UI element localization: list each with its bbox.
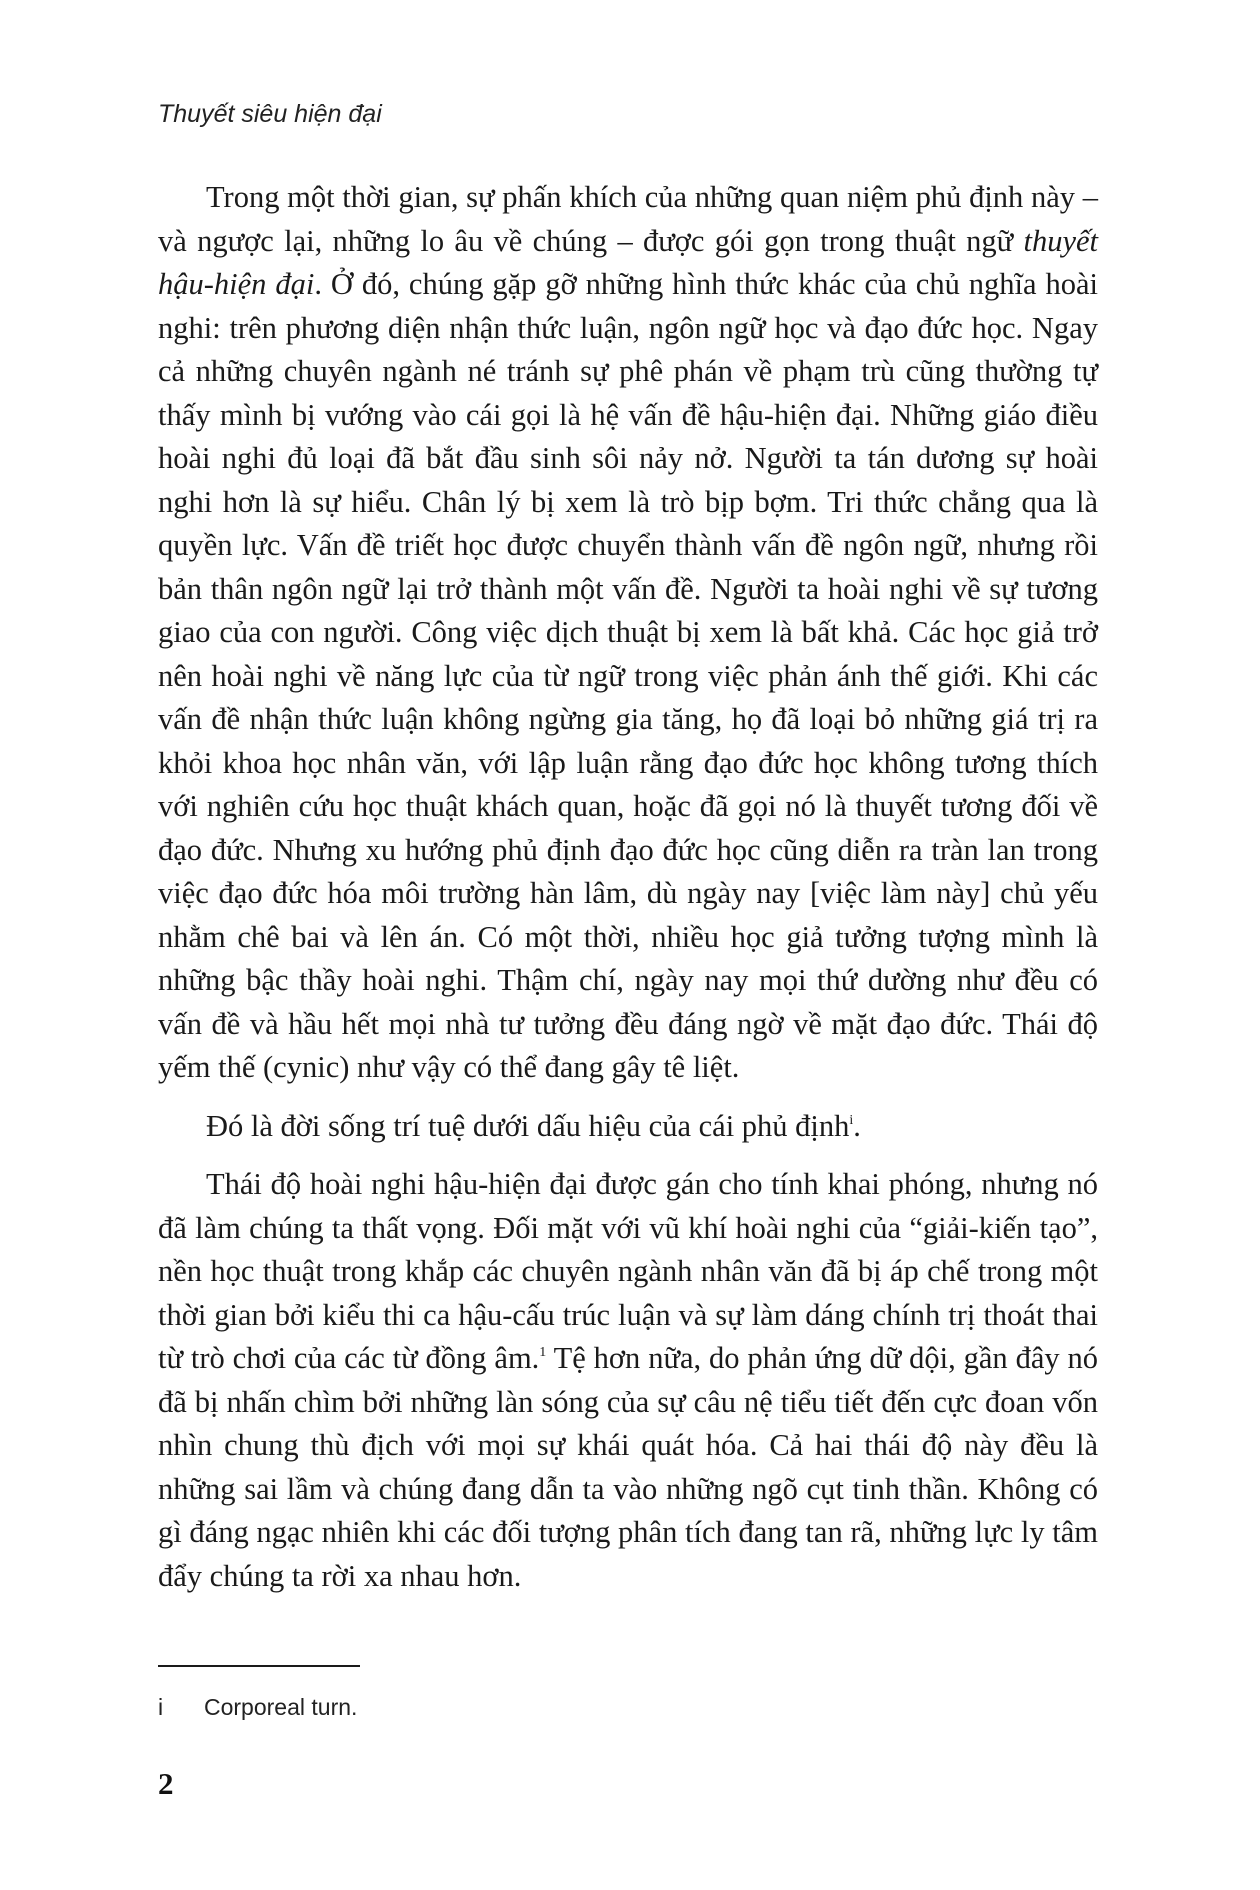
footnote-mark: i (158, 1694, 164, 1720)
footnote-ref-i: i (849, 1112, 854, 1128)
footnote (158, 1694, 357, 1721)
paragraph-3-text-b: Tệ hơn nữa, do phản ứng dữ dội, gần đây nó đã bị nhấn chìm bởi những làn sóng của sự câu nệ tiểu tiết đến cực đoan vốn nhìn chung thù địch với mọi sự khái quát hóa. Cả hai thái độ này đều là những sai lầm và chúng đang dẫn ta vào những ngõ cụt tinh thần. Không có gì đáng ngạc nhiên khi các đối tượng phân tích đang tan rã, những lực ly tâm đẩy chúng ta rời xa nhau hơn. (158, 1341, 1098, 1593)
paragraph-2-text: Đó là đời sống trí tuệ dưới dấu hiệu của cái phủ định (206, 1108, 850, 1143)
endnote-ref-1: 1 (539, 1345, 547, 1360)
footnote-text: Corporeal turn. (204, 1694, 358, 1720)
paragraph-1-text-a: Trong một thời gian, sự phấn khích của những quan niệm phủ định này – và ngược lại, những lo âu về chúng – được gói gọn trong thuật ngữ (158, 180, 1098, 258)
paragraph-1 (158, 176, 1098, 1090)
footnote-rule (158, 1665, 360, 1667)
running-head: Thuyết siêu hiện đại (158, 100, 382, 128)
paragraph-3 (158, 1163, 1098, 1598)
paragraph-3-text-a: Thái độ hoài nghi hậu-hiện đại được gán cho tính khai phóng, nhưng nó đã làm chúng ta thất vọng. Đối mặt với vũ khí hoài nghi của “giải-kiến tạo”, nền học thuật trong khắp các chuyên ngành nhân văn đã bị áp chế trong một thời gian bởi kiểu thi ca hậu-cấu trúc luận và sự làm dáng chính trị thoát thai từ trò chơi của các từ đồng âm. (158, 1167, 1098, 1375)
term-italic: thuyết hậu-hiện đại (158, 223, 1098, 301)
paragraph-1-text-b: . Ở đó, chúng gặp gỡ những hình thức khác của chủ nghĩa hoài nghi: trên phương diện nhận thức luận, ngôn ngữ học và đạo đức học. Ngay cả những chuyên ngành né tránh sự phê phán về phạm trù cũng thường tự thấy mình bị vướng vào cái gọi là hệ vấn đề hậu-hiện đại. Những giáo điều hoài nghi đủ loại đã bắt đầu sinh sôi nảy nở. Người ta tán dương sự hoài nghi hơn là sự hiểu. Chân lý bị xem là trò bịp bợm. Tri thức chẳng qua là quyền lực. Vấn đề triết học được chuyển thành vấn đề ngôn ngữ, nhưng rồi bản thân ngôn ngữ lại trở thành một vấn đề. Người ta hoài nghi về sự tương giao của con người. Công việc dịch thuật bị xem là bất khả. Các học giả trở nên hoài nghi về năng lực của từ ngữ trong việc phản ánh thế giới. Khi các vấn đề nhận thức luận không ngừng gia tăng, họ đã loại bỏ những giá trị ra khỏi khoa học nhân văn, với lập luận rằng đạo đức học không tương thích với nghiên cứu học thuật khách quan, hoặc đã gọi nó là thuyết tương đối về đạo đức. Nhưng xu hướng phủ định đạo đức học cũng diễn ra tràn lan trong việc đạo đức hóa môi trường hàn lâm, dù ngày nay [việc làm này] chủ yếu nhằm chê bai và lên án. Có một thời, nhiều học giả tưởng tượng mình là những bậc thầy hoài nghi. Thậm chí, ngày nay mọi thứ dường như đều có vấn đề và hầu hết mọi nhà tư tưởng đều đáng ngờ về mặt đạo đức. Thái độ yếm thế (cynic) như vậy có thể đang gây tê liệt. (158, 267, 1098, 1084)
body-text (158, 176, 1098, 1598)
page-number: 2 (158, 1766, 174, 1801)
paragraph-2-end: . (853, 1108, 861, 1143)
paragraph-2 (158, 1105, 1098, 1149)
book-page (158, 0, 1098, 1890)
